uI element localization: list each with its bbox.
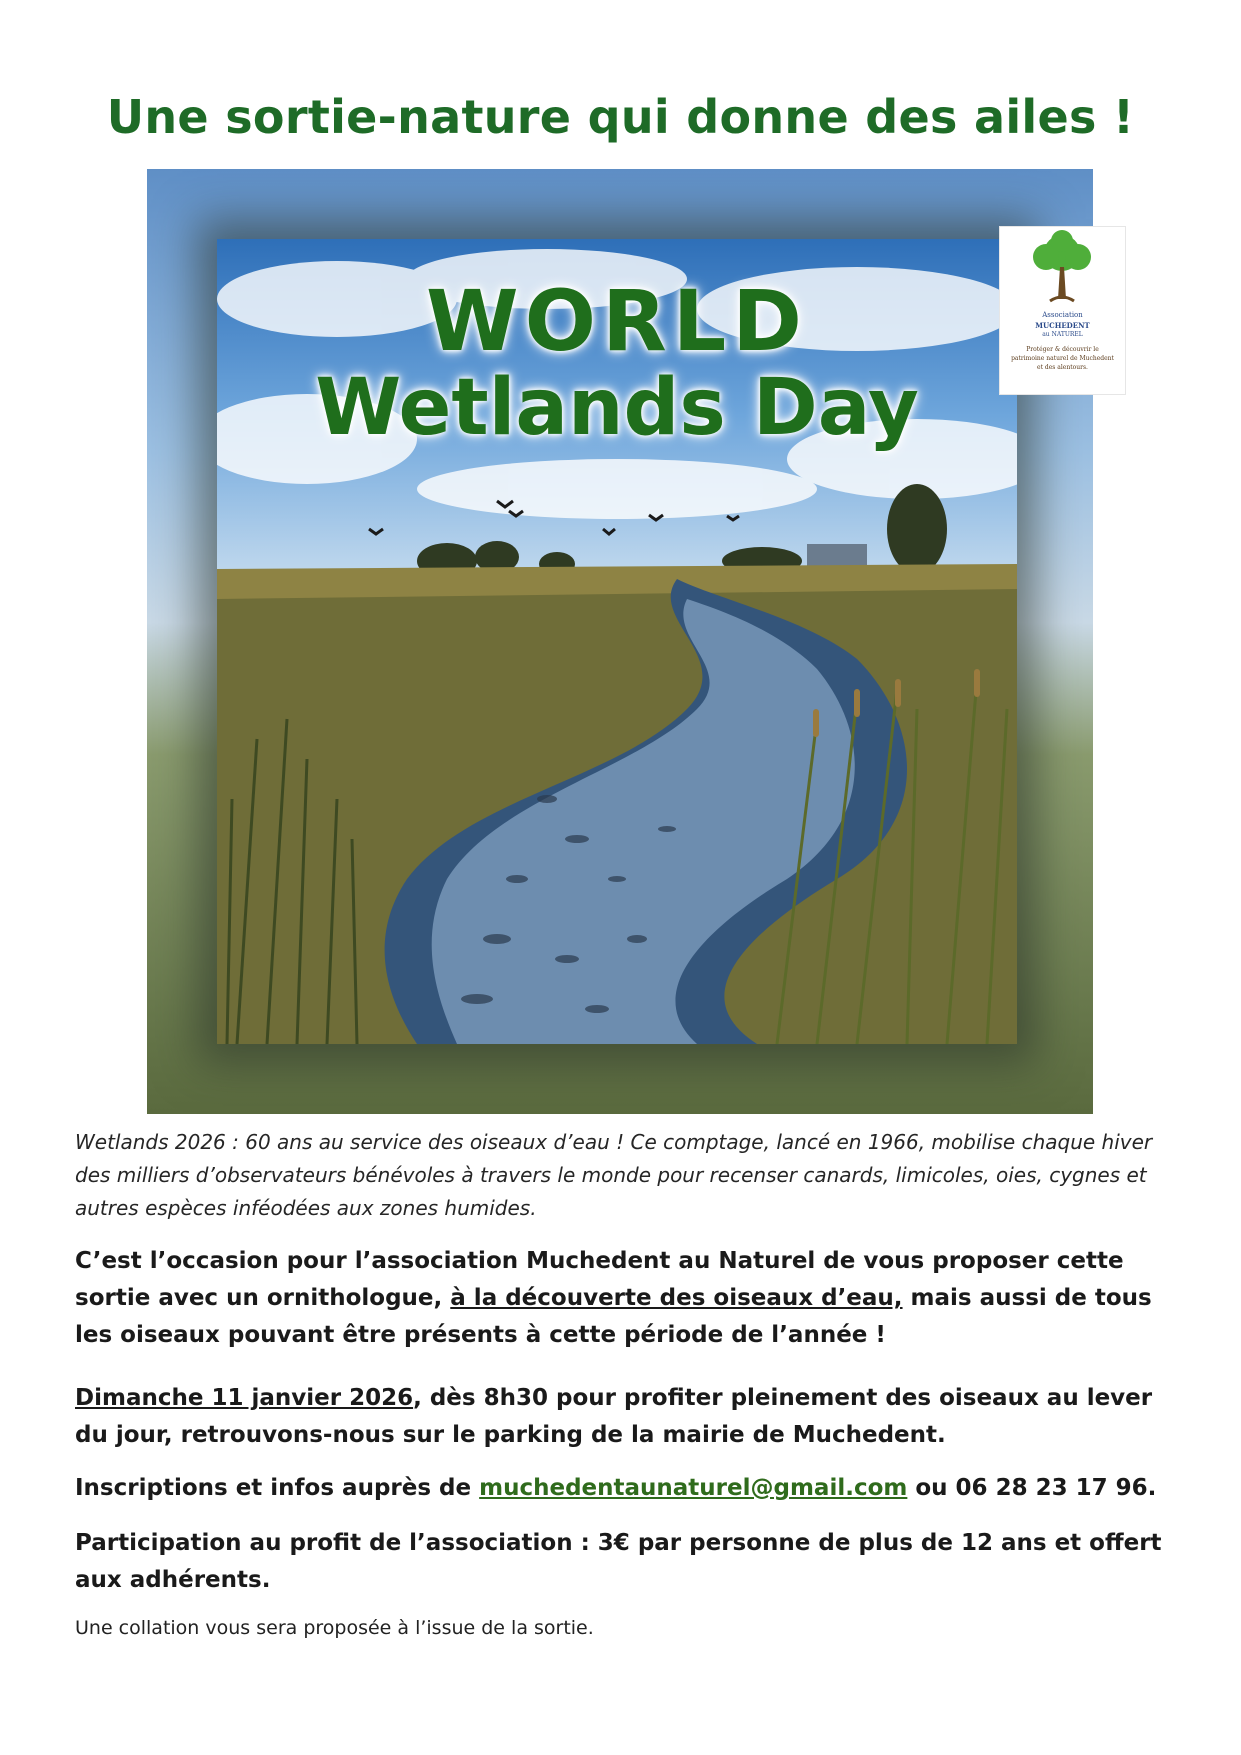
paragraph-participation — [75, 1525, 1166, 1599]
participation-text: Participation au profit de l’association : 3€ par personne de plus de 12 ans et offert aux adhérents. — [75, 1530, 1162, 1593]
invitation-text-after: mais aussi de tous les oiseaux pouvant être présents à cette période de l’année ! — [75, 1285, 1152, 1348]
poster-line-wetlands-day: Wetlands Day — [315, 363, 919, 453]
poster-line-world: WORLD — [426, 272, 808, 370]
email-link[interactable]: muchedentaunaturel@gmail.com — [479, 1475, 908, 1501]
paragraph-contact — [75, 1470, 1166, 1507]
intro-paragraph: Wetlands 2026 : 60 ans au service des oiseaux d’eau ! Ce comptage, lancé en 1966, mobilise chaque hiver des milliers d’observateurs bénévoles à travers le monde pour recenser canards, limicoles, oies, cygnes et autres espèces inféodées aux zones humides. — [75, 1130, 1153, 1220]
logo-line-association: Association — [1042, 311, 1083, 319]
contact-phone: ou 06 28 23 17 96. — [907, 1475, 1157, 1501]
association-logo — [999, 226, 1126, 395]
invitation-text-before: C’est l’occasion pour l’association Muchedent au Naturel de vous proposer cette sortie avec un ornithologue, — [75, 1248, 1124, 1311]
world-wetlands-day-title — [217, 272, 1017, 453]
event-time-location: , dès 8h30 pour profiter pleinement des oiseaux au lever du jour, retrouvons-nous sur le parking de la mairie de Muchedent. — [75, 1385, 1153, 1448]
page-title: Une sortie-nature qui donne des ailes ! — [106, 90, 1135, 144]
paragraph-date-location — [75, 1380, 1166, 1454]
logo-tagline: Protéger & découvrir le patrimoine naturel de Muchedent et des alentours. — [1011, 346, 1114, 371]
wetlands-poster-image — [147, 169, 1093, 1114]
event-date: Dimanche 11 janvier 2026 — [75, 1385, 414, 1411]
paragraph-invitation — [75, 1243, 1166, 1354]
contact-text-before: Inscriptions et infos auprès de — [75, 1475, 480, 1501]
logo-line-au-naturel: au NATUREL — [1042, 331, 1083, 338]
footer-note: Une collation vous sera proposée à l’issue de la sortie. — [75, 1617, 594, 1639]
logo-line-muchedent: MUCHEDENT — [1035, 321, 1090, 330]
tree-icon — [1000, 227, 1125, 311]
invitation-underlined-text: à la découverte des oiseaux d’eau, — [450, 1285, 903, 1311]
